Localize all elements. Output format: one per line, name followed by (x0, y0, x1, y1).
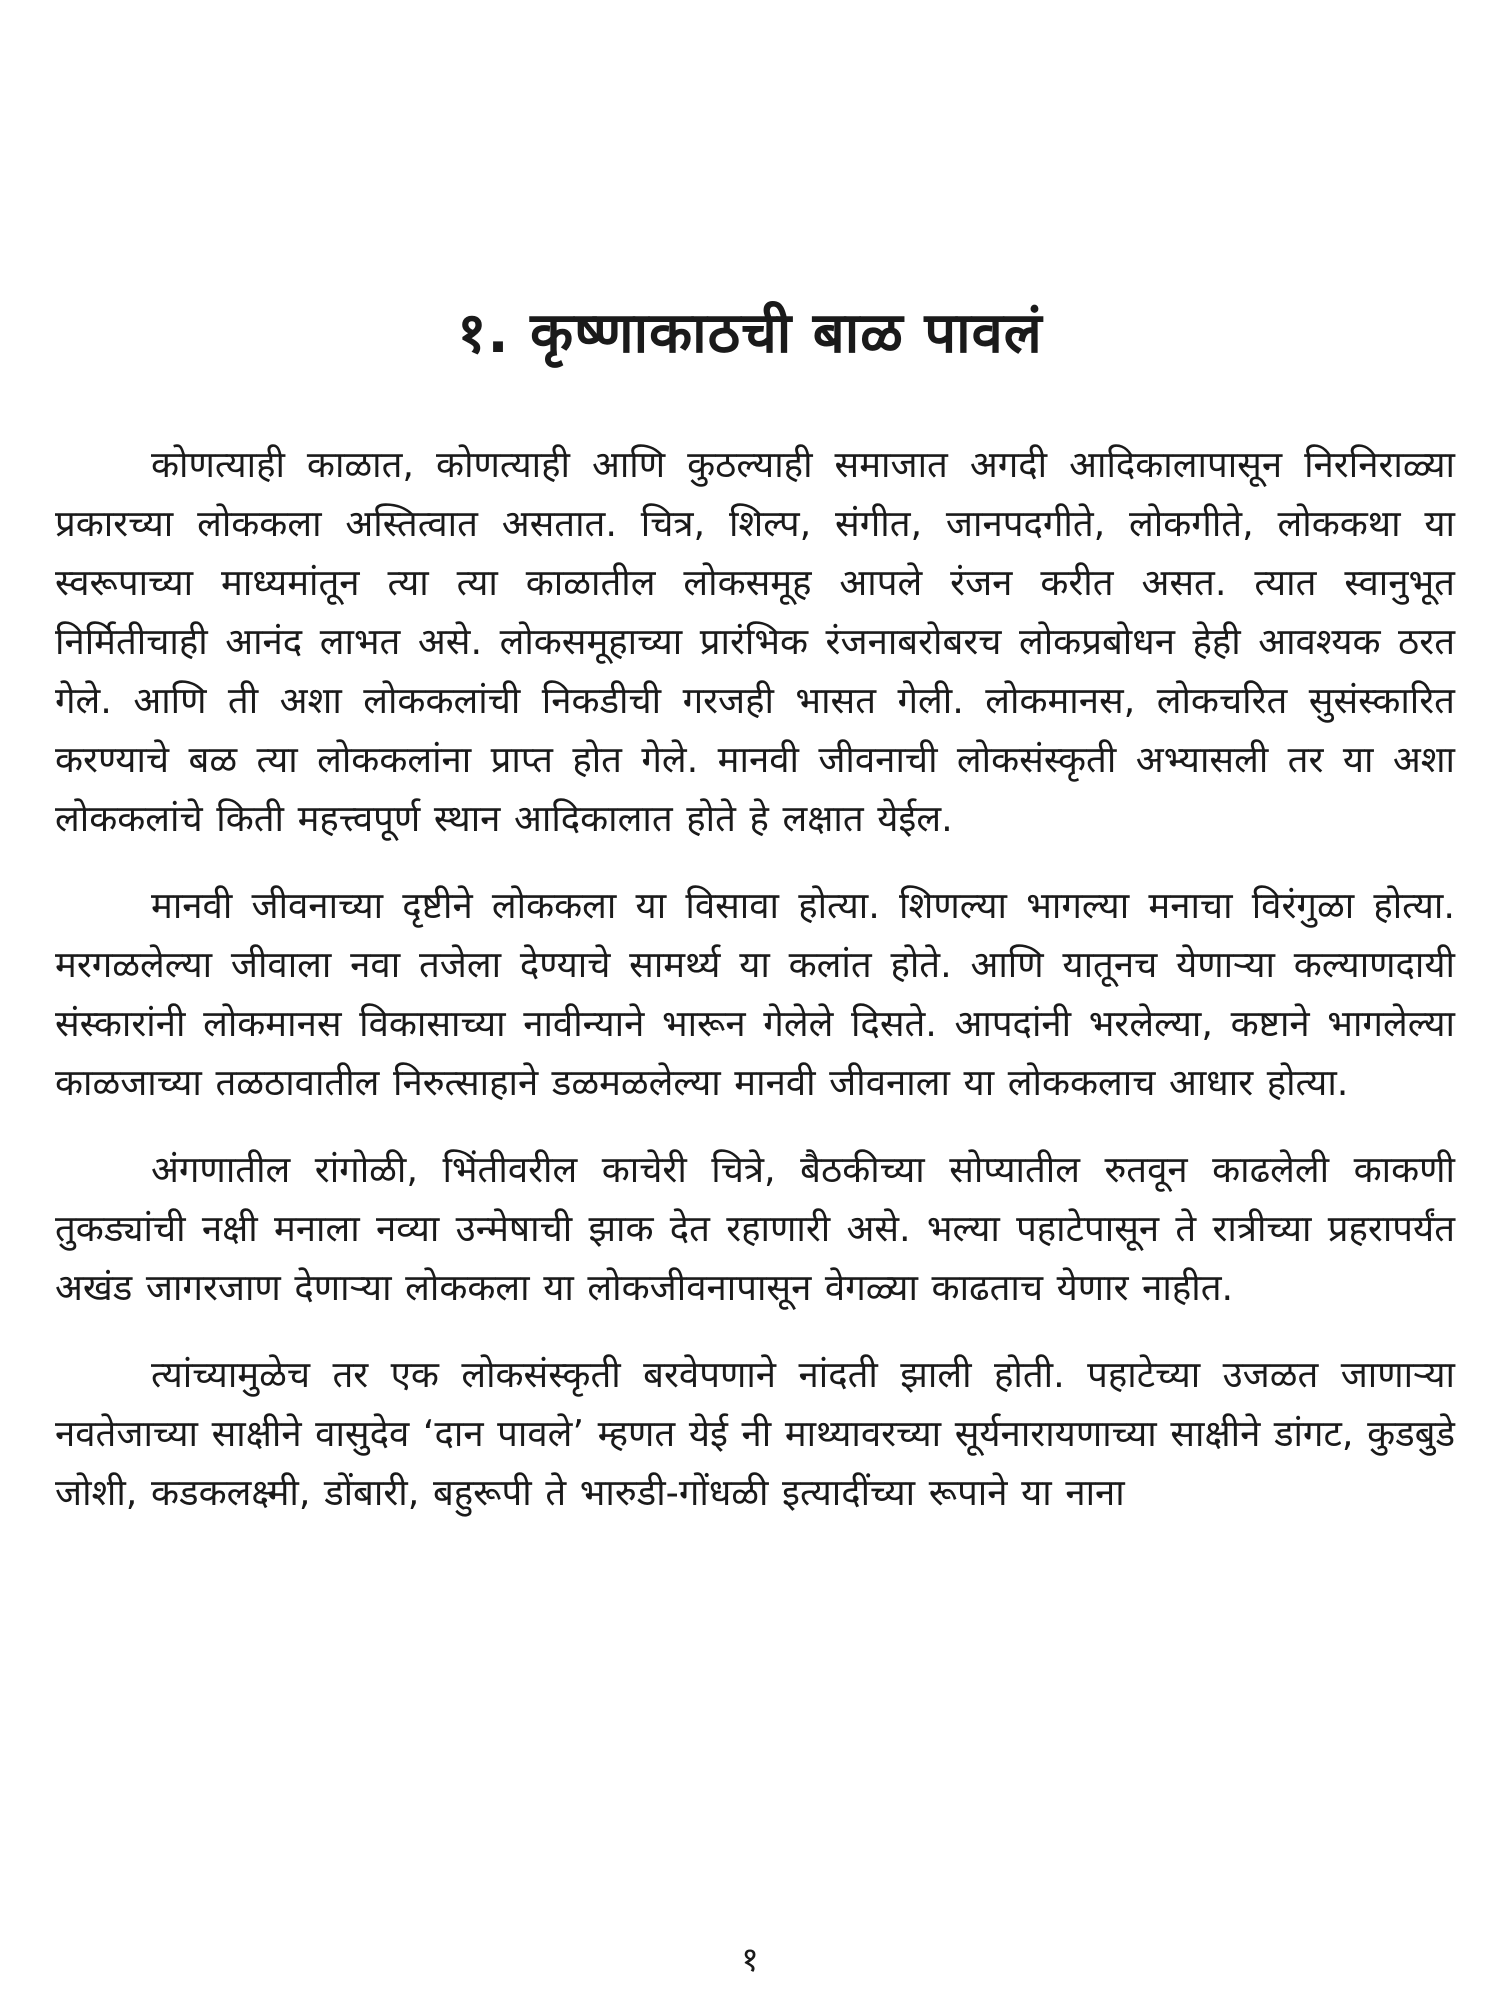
paragraph-4: त्यांच्यामुळेच तर एक लोकसंस्कृती बरवेपणाने नांदती झाली होती. पहाटेच्या उजळत जाणाऱ्या नवतेजाच्या साक्षीने वासुदेव ‘दान पावले’ म्हणत येई नी माथ्यावरच्या सूर्यनारायणाच्या साक्षीने डांगट, कुडबुडे जोशी, कडकलक्ष्मी, डोंबारी, बहुरूपी ते भारुडी-गोंधळी इत्यादींच्या रूपाने या नाना (55, 1353, 1456, 1514)
page-number: १ (741, 1940, 759, 1980)
chapter-body (55, 435, 1455, 1550)
paragraph-2: मानवी जीवनाच्या दृष्टीने लोककला या विसावा होत्या. शिणल्या भागल्या मनाचा विरंगुळा होत्या. मरगळलेल्या जीवाला नवा तजेला देण्याचे सामर्थ्य या कलांत होते. आणि यातूनच येणाऱ्या कल्याणदायी संस्कारांनी लोकमानस विकासाच्या नावीन्याने भारून गेलेले दिसते. आपदांनी भरलेल्या, कष्टाने भागलेल्या काळजाच्या तळठावातील निरुत्साहाने डळमळलेल्या मानवी जीवनाला या लोककलाच आधार होत्या. (55, 884, 1455, 1104)
paragraph-1: कोणत्याही काळात, कोणत्याही आणि कुठल्याही समाजात अगदी आदिकालापासून निरनिराळ्या प्रकारच्या लोककला अस्तित्वात असतात. चित्र, शिल्प, संगीत, जानपदगीते, लोकगीते, लोककथा या स्वरूपाच्या माध्यमांतून त्या त्या काळातील लोकसमूह आपले रंजन करीत असत. त्यात स्वानुभूत निर्मितीचाही आनंद लाभत असे. लोकसमूहाच्या प्रारंभिक रंजनाबरोबरच लोकप्रबोधन हेही आवश्यक ठरत गेले. आणि ती अशा लोककलांची निकडीची गरजही भासत गेली. लोकमानस, लोकचरित सुसंस्कारित करण्याचे बळ त्या लोककलांना प्राप्त होत गेले. मानवी जीवनाची लोकसंस्कृती अभ्यासली तर या अशा लोककलांचे किती महत्त्वपूर्ण स्थान आदिकालात होते हे लक्षात येईल. (55, 443, 1455, 840)
paragraph-3: अंगणातील रांगोळी, भिंतीवरील काचेरी चित्रे, बैठकीच्या सोप्यातील रुतवून काढलेली काकणी तुकड्यांची नक्षी मनाला नव्या उन्मेषाची झाक देत रहाणारी असे. भल्या पहाटेपासून ते रात्रीच्या प्रहरापर्यंत अखंड जागरजाण देणाऱ्या लोककला या लोकजीवनापासून वेगळ्या काढताच येणार नाहीत. (55, 1148, 1455, 1309)
chapter-title: १. कृष्णाकाठची बाळ पावलं (457, 300, 1043, 366)
